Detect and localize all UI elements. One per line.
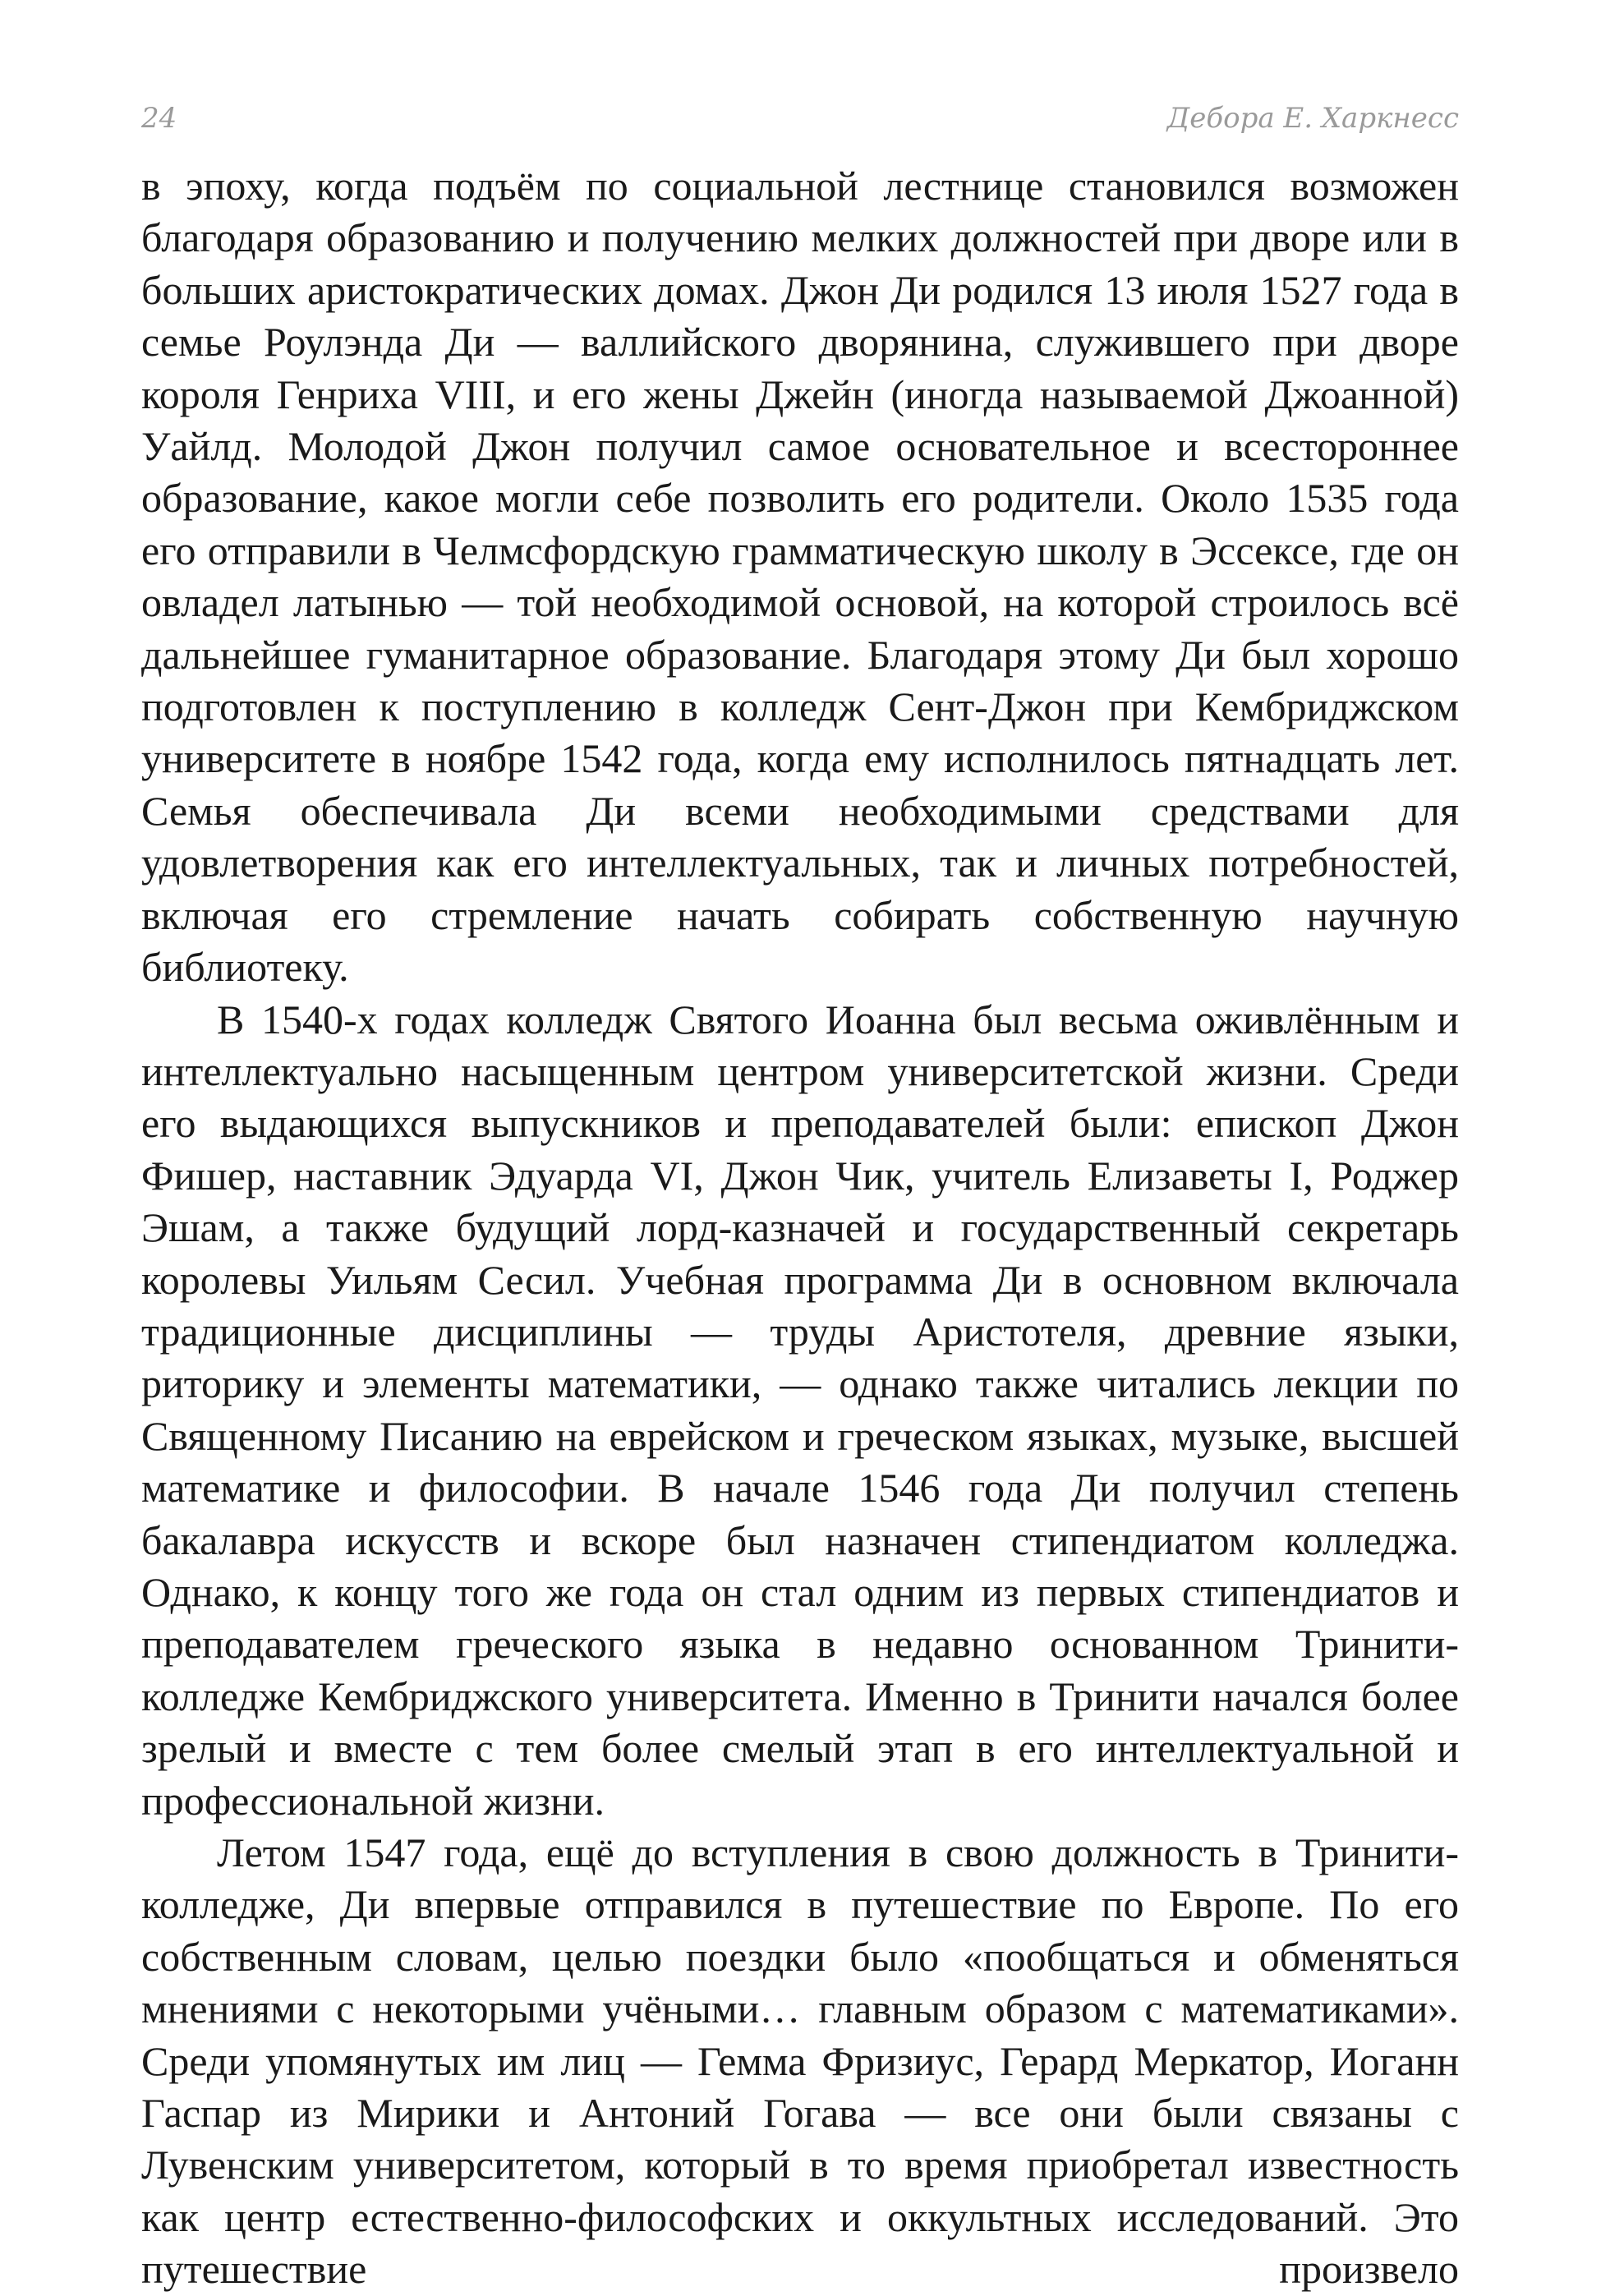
body-text: [141, 160, 1459, 2296]
running-author: Дебора Е. Харкнесс: [1166, 102, 1459, 135]
paragraph-2: В 1540-х годах колледж Святого Иоанна был весьма оживлённым и интеллектуально насыщенным центром университетской жизни. Среди его выдающихся выпускников и преподавателей были: епископ Джон Фишер, наставник Эдуарда VI, Джон Чик, учитель Елизаветы I, Роджер Эшам, а также будущий лорд-казначей и государственный секретарь королевы Уильям Сесил. Учебная программа Ди в основном включала традиционные дисциплины — труды Аристотеля, древние языки, риторику и элементы математики, — однако также читались лекции по Священному Писанию на еврейском и греческом языках, музыке, высшей математике и философии. В начале 1546 года Ди получил степень бакалавра искусств и вскоре был назначен стипендиатом колледжа. Однако, к концу того же года он стал одним из первых стипендиатов и преподавателем греческого языка в недавно основанном Тринити-колледже Кембриджского университета. Именно в Тринити начался более зрелый и вместе с тем более смелый этап в его интеллектуальной и профессиональной жизни.: [141, 996, 1459, 1824]
running-header: [141, 102, 1459, 151]
paragraph-1: в эпоху, когда подъём по социальной лестнице становился возможен благодаря образованию и получению мелких должностей при дворе или в больших аристократических домах. Джон Ди родился 13 июля 1527 года в семье Роулэнда Ди — валлийского дворянина, служившего при дворе короля Генриха VIII, и его жены Джейн (иногда называемой Джоанной) Уайлд. Молодой Джон получил самое основательное и всестороннее образование, какое могли себе позволить его родители. Около 1535 года его отправили в Челмсфордскую грамматическую школу в Эссексе, где он овладел латынью — той необходимой основой, на которой строилось всё дальнейшее гуманитарное образование. Благодаря этому Ди был хорошо подготовлен к поступлению в колледж Сент-Джон при Кембриджском университете в ноябре 1542 года, когда ему исполнилось пятнадцать лет. Семья обеспечивала Ди всеми необходимыми средствами для удовлетворения как его интеллектуальных, так и личных потребностей, включая его стремление начать собирать собственную научную библиотеку.: [141, 163, 1459, 991]
page-number: 24: [141, 102, 177, 135]
paragraph-3: Летом 1547 года, ещё до вступления в свою должность в Тринити-колледже, Ди впервые отправился в путешествие по Европе. По его собственным словам, целью поездки было «пообщаться и обменяться мнениями с некоторыми учёными… главным образом с математиками». Среди упомянутых им лиц — Гемма Фризиус, Герард Меркатор, Иоганн Гаспар из Мирики и Антоний Гогава — все они были связаны с Лувенским университетом, который в то время приобретал известность как центр естественно-философских и оккультных исследований. Это путешествие произвело: [141, 1829, 1459, 2293]
